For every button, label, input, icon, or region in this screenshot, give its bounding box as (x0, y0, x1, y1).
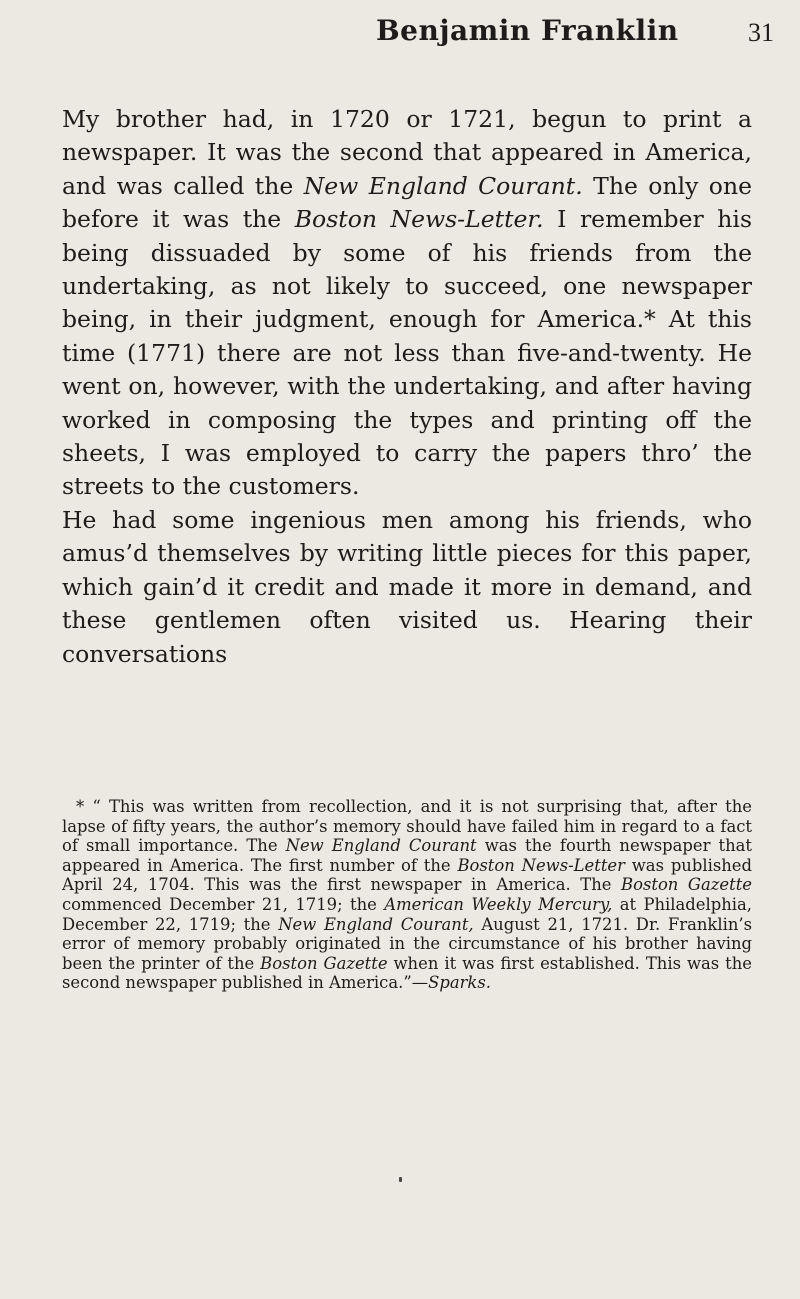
paragraph-2: He had some ingenious men among his friends, who amus’d themselves by writing little pieces for this paper, which gain’d it credit and made it more in demand, and these gentlemen often visited us. Hearing their conversations (62, 505, 752, 668)
paragraph-1 (62, 103, 752, 504)
footnote-text-9: at Philadelphia, December 22, 1719; the (62, 894, 753, 934)
paragraph-1-text-e: I remember his being dissuaded by some of his friends from the undertaking, as not likely to succeed, one newspaper being, in their judgment, enough for America.* At this time (1771) there are not less than five-and-twenty. He went on, however, with the undertaking, and after having worked in composing the types and printing off the sheets, I was employed to carry the papers thro’ the streets to the customers. (62, 205, 753, 501)
footnote-text-5: was published April 24, 1704. This was the first newspaper in America. The (62, 855, 753, 895)
page-number: 31 (748, 18, 774, 47)
footnote-text-3: was the fourth newspaper that appeared in America. The first number of the (62, 836, 752, 875)
body-text (62, 103, 752, 671)
stray-ink-dot (399, 1177, 402, 1182)
paragraph-1-newspaper-news-letter: Boston News-Letter. (294, 205, 544, 234)
footnote-italic-8: American Weekly Mercury, (384, 894, 613, 914)
paragraph-1-text-a: My brother had, in 1720 or 1721, begun to print a newspaper. It was the second that appeared in America, and was called the (62, 105, 752, 200)
footnote-attribution: Sparks. (428, 973, 491, 993)
footnote-text-1: * “ This was written from recollection, and it is not surprising that, after the lapse of fifty years, the author’s memory should have failed him in regard to a fact of small importance. The (62, 797, 752, 856)
footnote-italic-6: Boston Gazette (621, 875, 752, 895)
footnote-paragraph (62, 797, 752, 993)
footnote-text-11: August 21, 1721. Dr. Franklin’s error of memory probably originated in the circumstance of his brother having been the printer of the (62, 914, 753, 973)
footnote-italic-12: Boston Gazette (260, 953, 388, 973)
footnote-text-13: when it was first established. This was the second newspaper published in America.”— (62, 953, 752, 993)
footnote-italic-10: New England Courant, (278, 914, 474, 934)
paragraph-1-newspaper-courant: New England Courant. (303, 171, 583, 200)
footnote-italic-2: New England Courant (285, 836, 477, 856)
running-head-title: Benjamin Franklin (376, 14, 679, 47)
footnote-italic-4: Boston News-Letter (457, 855, 625, 875)
paragraph-1-text-c: The only one before it was the (62, 171, 752, 234)
footnote-text-7: commenced December 21, 1719; the (62, 894, 385, 914)
footnote (62, 797, 752, 993)
